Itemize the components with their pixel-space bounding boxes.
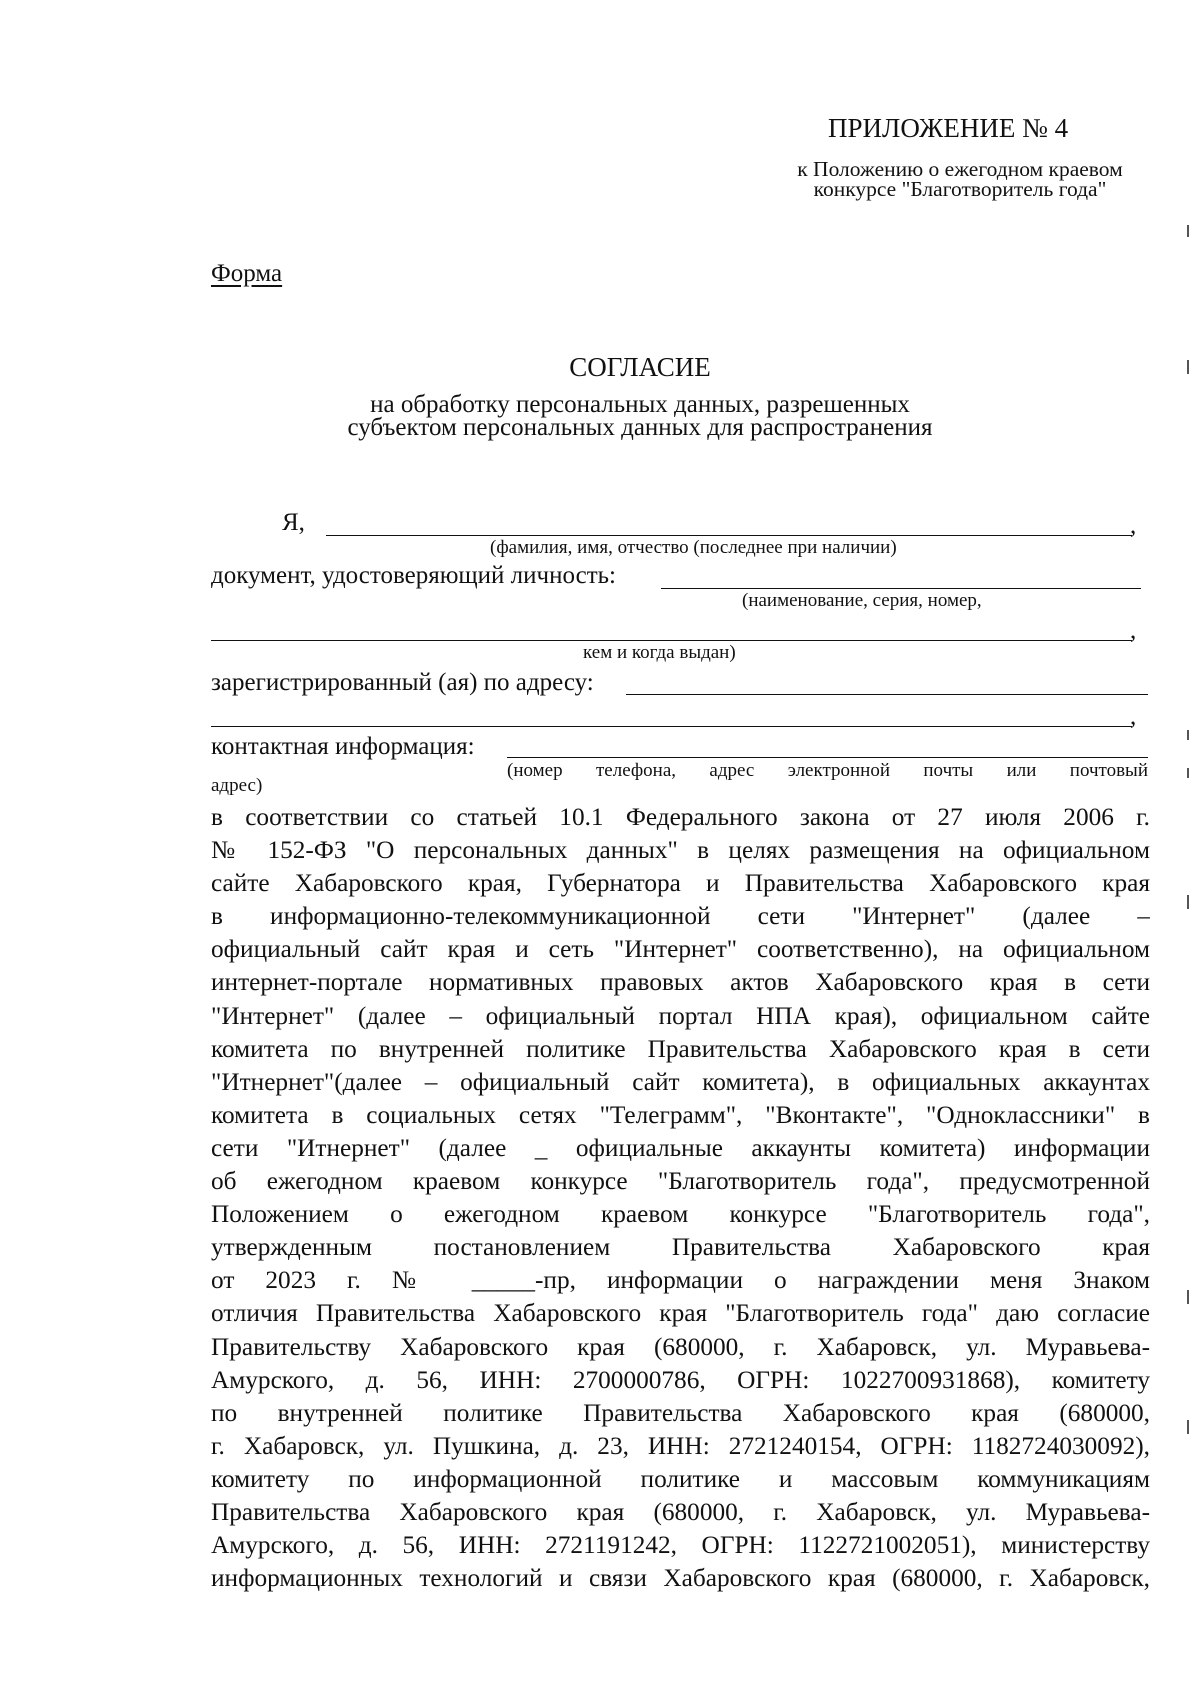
paragraph-line: сети "Итнернет" (далее _ официальные аккаунты комитета) информации: [211, 1133, 1150, 1162]
id-document-hint: (наименование, серия, номер,: [742, 590, 982, 611]
paragraph-line: комитета в социальных сетях "Телеграмм", "Вконтакте", "Одноклассники" в: [211, 1100, 1150, 1129]
address-blank-line-2: [211, 726, 1132, 727]
paragraph-line: в информационно-телекоммуникационной сети "Интернет" (далее –: [211, 902, 1150, 931]
paragraph-line: комитету по информационной политике и массовым коммуникациям: [211, 1464, 1150, 1493]
scan-speck: [1187, 895, 1189, 909]
address-label: зарегистрированный (ая) по адресу:: [211, 669, 594, 696]
paragraph-line: в соответствии со статьей 10.1 Федерального закона от 27 июля 2006 г.: [211, 803, 1150, 831]
scan-speck: [1187, 730, 1189, 740]
appendix-ref-line-2: конкурсе "Благотворитель года": [813, 177, 1107, 201]
paragraph-line: "Интернет" (далее – официальный портал НПА края), официальном сайте: [211, 1001, 1150, 1030]
address-line-comma: ,: [1130, 703, 1137, 730]
scan-speck: [1187, 768, 1189, 778]
issued-hint: кем и когда выдан): [583, 642, 736, 663]
scan-speck: [1187, 360, 1189, 374]
paragraph-line: утвержденным постановлением Правительства Хабаровского края: [211, 1233, 1150, 1262]
form-label: Форма: [211, 260, 283, 287]
title-subline-2: субъектом персональных данных для распространения: [347, 414, 933, 441]
paragraph-line: Положением о ежегодном краевом конкурсе "Благотворитель года",: [211, 1200, 1150, 1229]
paragraph-line: комитета по внутренней политике Правительства Хабаровского края в сети: [211, 1034, 1150, 1063]
paragraph-line: Правительства Хабаровского края (680000, г. Хабаровск, ул. Муравьева-: [211, 1497, 1150, 1526]
document-title: СОГЛАСИЕ: [569, 352, 711, 382]
name-hint: (фамилия, имя, отчество (последнее при наличии): [490, 537, 897, 558]
paragraph-line: "Итнернет"(далее – официальный сайт комитета), в официальных аккаунтах: [211, 1067, 1150, 1096]
scan-speck: [1187, 225, 1189, 237]
issued-line-comma: ,: [1130, 617, 1137, 644]
appendix-ref-line-1: к Положению о ежегодном краевом: [797, 157, 1123, 181]
name-blank-line: [326, 535, 1132, 536]
paragraph-line: Правительству Хабаровского края (680000, г. Хабаровск, ул. Муравьева-: [211, 1332, 1150, 1361]
id-document-issued-blank-line: [211, 640, 1132, 641]
address-blank-line: [626, 694, 1148, 695]
scan-speck: [1187, 1420, 1189, 1434]
contact-hint: (номер телефона, адрес электронной почты или почтовый: [507, 760, 1148, 781]
id-document-label: документ, удостоверяющий личность:: [211, 562, 616, 589]
paragraph-line: отличия Правительства Хабаровского края "Благотворитель года" даю согласие: [211, 1299, 1150, 1328]
appendix-number: ПРИЛОЖЕНИЕ № 4: [828, 113, 1069, 143]
paragraph-line: г. Хабаровск, ул. Пушкина, д. 23, ИНН: 2721240154, ОГРН: 1182724030092),: [211, 1431, 1150, 1460]
paragraph-line: сайте Хабаровского края, Губернатора и Правительства Хабаровского края: [211, 869, 1150, 898]
name-line-comma: ,: [1130, 512, 1137, 539]
i-label: Я,: [282, 509, 305, 536]
paragraph-line: интернет-портале нормативных правовых актов Хабаровского края в сети: [211, 968, 1150, 997]
scan-speck: [1187, 1290, 1189, 1304]
paragraph-line: № 152-ФЗ "О персональных данных" в целях размещения на официальном: [211, 836, 1150, 865]
paragraph-line: об ежегодном краевом конкурсе "Благотворитель года", предусмотренной: [211, 1167, 1150, 1196]
contact-label: контактная информация:: [211, 733, 475, 760]
paragraph-line: Амурского, д. 56, ИНН: 2721191242, ОГРН: 1122721002051), министерству: [211, 1531, 1150, 1560]
contact-hint-continuation: адрес): [211, 775, 263, 796]
id-document-blank-line: [661, 588, 1141, 589]
paragraph-line: информационных технологий и связи Хабаровского края (680000, г. Хабаровск,: [211, 1564, 1150, 1593]
title-subline-1: на обработку персональных данных, разрешенных: [370, 391, 910, 418]
contact-blank-line: [507, 757, 1148, 758]
paragraph-line: по внутренней политике Правительства Хабаровского края (680000,: [211, 1398, 1150, 1427]
paragraph-line: от 2023 г. № _____-пр, информации о награждении меня Знаком: [211, 1266, 1150, 1295]
paragraph-line: Амурского, д. 56, ИНН: 2700000786, ОГРН: 1022700931868), комитету: [211, 1365, 1150, 1394]
paragraph-line: официальный сайт края и сеть "Интернет" соответственно), на официальном: [211, 935, 1150, 964]
consent-paragraph: [211, 801, 1150, 1595]
